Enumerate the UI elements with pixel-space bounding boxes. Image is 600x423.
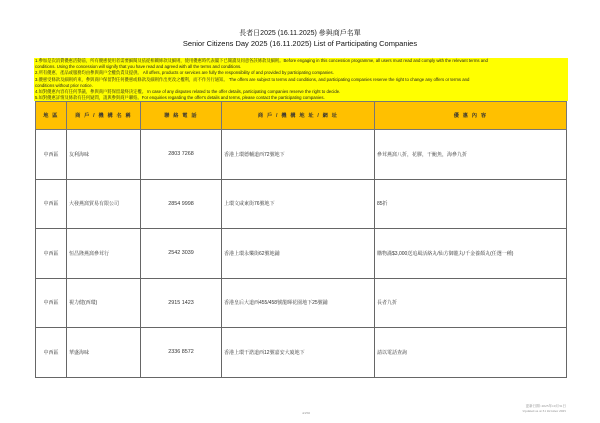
update-date	[523, 404, 566, 413]
table-row	[36, 328, 567, 378]
phone-cell: 2542 3039	[141, 229, 222, 279]
offer-cell: 85折	[375, 179, 567, 229]
address-cell: 香港上環永樂街62號地鋪	[222, 229, 375, 279]
notice-line: 5.如對優惠詳情及條款有任何疑問，請與參與商戶聯絡。For enquiries regarding the offer's details and terms, please contact the participating companies.	[35, 95, 325, 101]
table-row	[36, 278, 567, 328]
address-cell: 香港上環干諾道西12號嘉安大廈地下	[222, 328, 375, 378]
phone-cell: 2803 7268	[141, 130, 222, 180]
company-name-cell: 視力健(西環)	[67, 278, 141, 328]
table-header-row	[36, 102, 567, 130]
district-cell: 中西區	[36, 278, 67, 328]
companies-table	[35, 101, 567, 378]
title-chinese: 長者日2025 (16.11.2025) 參與商戶名單	[239, 30, 361, 37]
update-date-english: Updated as at 31 October 2025	[522, 408, 566, 413]
phone-cell: 2336 8572	[141, 328, 222, 378]
title-english: Senior Citizens Day 2025 (16.11.2025) List of Participating Companies	[182, 38, 418, 48]
district-cell: 中西區	[36, 328, 67, 378]
address-cell: 上環文咸東街76號地下	[222, 179, 375, 229]
table-row	[36, 179, 567, 229]
column-header-address: 商 戶 / 機 構 地 址 / 網 址	[222, 102, 375, 130]
column-header-district: 地 區	[36, 102, 67, 130]
notice-line: conditions without prior notice.	[35, 82, 93, 88]
table-row	[36, 229, 567, 279]
notice-line: 3.優惠受條款及細則約束，參與商戶保留對任何優惠或條款及細則作出更改之權利，而不作另行通知。 The offers are subject to terms and conditions, and participating companies reserve the right to change any offers or terms and	[35, 76, 470, 82]
company-name-cell: 大發燕窩貿易有限公司	[67, 179, 141, 229]
company-name-cell: 恒昌隆燕窩參茸行	[67, 229, 141, 279]
notice-line: 4.如對優惠內容有任何爭議，參與商戶將保留最終決定權。 In case of any disputes related to the offer details, participating companies reserve the right to decide.	[35, 89, 341, 95]
document-title	[0, 29, 600, 48]
column-header-phone: 聯 絡 電 話	[141, 102, 222, 130]
phone-cell: 2915 1423	[141, 278, 222, 328]
terms-notice	[34, 58, 568, 101]
address-cell: 香港上環德輔道西72號地下	[222, 130, 375, 180]
page-number: 4/256	[302, 411, 310, 415]
column-header-offer: 優 惠 內 容	[375, 102, 567, 130]
company-name-cell: 華盛海味	[67, 328, 141, 378]
offer-cell: 參茸燕窩八折，花膠，干鮑魚，海參九折	[375, 130, 567, 180]
offer-cell: 請以電話查詢	[375, 328, 567, 378]
phone-cell: 2854 9998	[141, 179, 222, 229]
district-cell: 中西區	[36, 229, 67, 279]
notice-line: conditions. Using the concession will signify that you have read and agreed with all the terms and conditions.	[35, 64, 242, 70]
district-cell: 中西區	[36, 130, 67, 180]
notice-line: 1.參加是次消費優惠活動前，所有優惠使用者需要細閱及依從相關條款及細則，使用優惠時代表閣下已閱讀及同意各該條款及細則。Before engaging in this concession programme, all users must read and comply with the relevant terms and	[35, 58, 488, 63]
table-row	[36, 130, 567, 180]
company-name-cell: 友利海味	[67, 130, 141, 180]
address-cell: 香港皇后大道西455/458號龍暉花園地下25號鋪	[222, 278, 375, 328]
column-header-company-name: 商 戶 / 機 構 名 稱	[67, 102, 141, 130]
update-date-chinese: 更新日期: 2025年10月31日	[525, 404, 566, 408]
offer-cell: 長者九折	[375, 278, 567, 328]
district-cell: 中西區	[36, 179, 67, 229]
notice-line: 2.所有優惠、產品或服務均由參與商戶全權負責及提供。 All offers, products or services are fully the responsibility of and provided by participating companies.	[35, 70, 334, 76]
offer-cell: 購物滿$3,000送追風活絡丸/仙方御龍丸/千金養顏丸(任選一種)	[375, 229, 567, 279]
